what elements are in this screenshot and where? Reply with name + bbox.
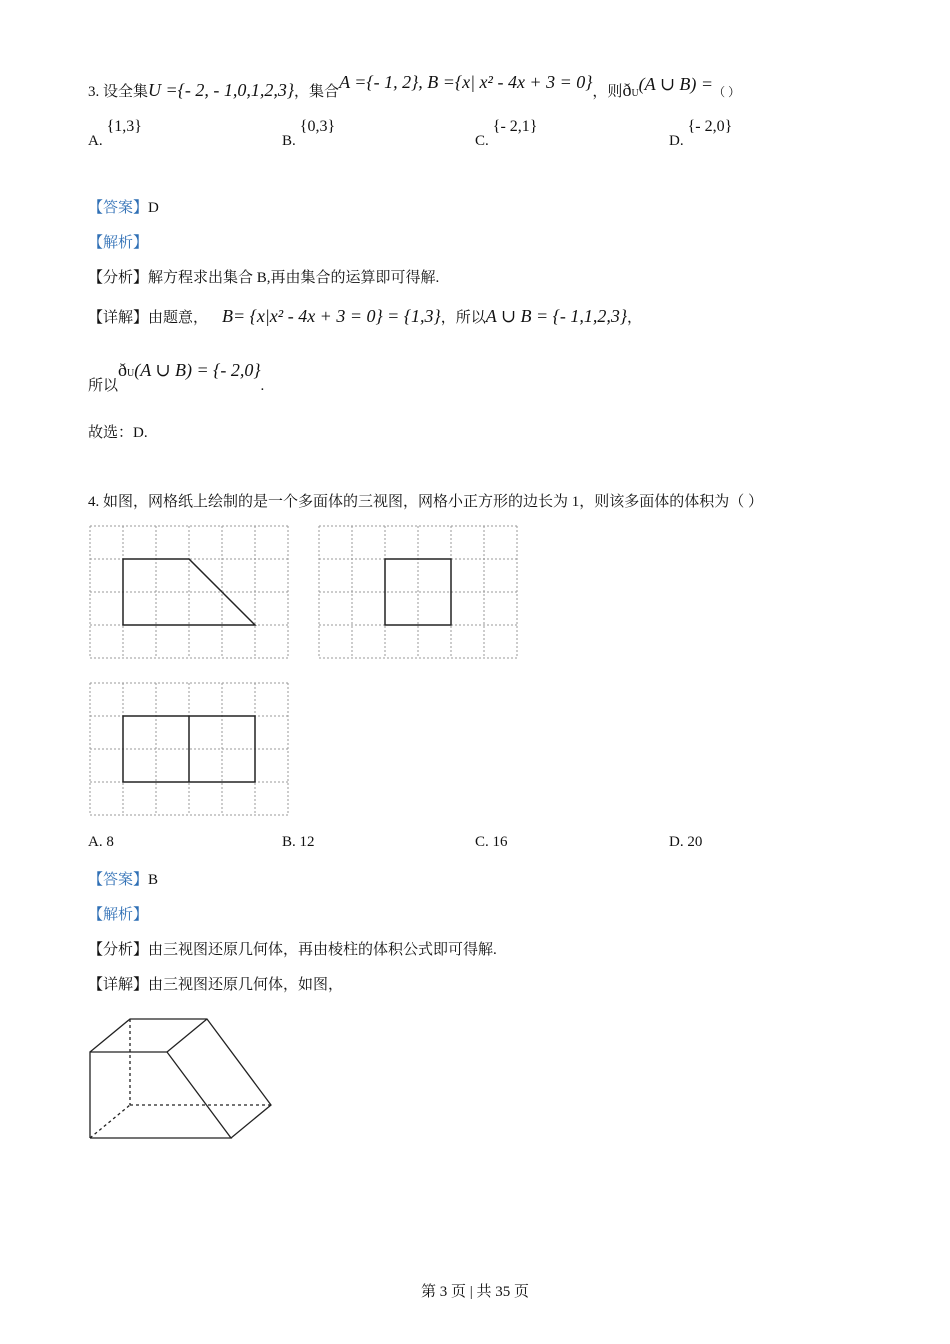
set-b: {x| x² - 4x + 3 = 0} (454, 72, 593, 92)
q3-answer: 【答案】D (88, 200, 159, 216)
side-view-grid (319, 526, 517, 658)
q3-prefix: 3. 设全集 (88, 84, 149, 100)
q3-analysis-tag: 【解析】 (88, 235, 149, 251)
complement-sub: U (631, 88, 639, 99)
q3-option-b: B.{0,3} (282, 118, 336, 149)
q4-xiangjie: 【详解】由三视图还原几何体，如图， (88, 977, 344, 993)
q3-choice: 故选：D. (88, 425, 148, 441)
set-ab: A ={- 1, 2}, B = (339, 72, 455, 92)
q3-mid: ，集合 (294, 84, 340, 100)
solid-figure (90, 1019, 271, 1138)
front-view-grid (90, 526, 288, 658)
q3-xiangjie: 【详解】由题意， B= {x|x² - 4x + 3 = 0} = {1,3}，所以A ∪ B = {- 1,1,2,3}， (88, 306, 643, 326)
answer-paren: （ ） (713, 85, 741, 99)
q4-option-c: C. 16 (475, 834, 508, 850)
q3-option-d: D.{- 2,0} (669, 118, 733, 149)
q3-fenxi: 【分析】解方程求出集合 B,再由集合的运算即可得解. (88, 270, 440, 286)
q4-answer: 【答案】B (88, 872, 159, 888)
q3-conclusion: 所以ðU(A ∪ B) = {- 2,0}. (88, 360, 265, 394)
q3-then: ，则 (592, 84, 623, 100)
q4-option-d: D. 20 (669, 834, 703, 850)
q3-option-c: C.{- 2,1} (475, 118, 538, 149)
complement-symbol: ð (622, 80, 632, 100)
page-footer: 第 3 页 | 共 35 页 (420, 1284, 529, 1300)
q4-stem: 4. 如图，网格纸上绘制的是一个多面体的三视图，网格小正方形的边长为 1，则该多面体的体积为（ ） (88, 494, 764, 510)
universal-set: U ={- 2, - 1,0,1,2,3} (148, 80, 295, 100)
complement-expr: (A ∪ B) = (638, 74, 714, 94)
q4-option-b: B. 12 (282, 834, 315, 850)
q4-analysis-tag: 【解析】 (88, 907, 149, 923)
q4-fenxi: 【分析】由三视图还原几何体，再由棱柱的体积公式即可得解. (88, 942, 497, 958)
q4-option-a: A. 8 (88, 834, 114, 850)
q3-option-a: A.{1,3} (88, 118, 142, 149)
